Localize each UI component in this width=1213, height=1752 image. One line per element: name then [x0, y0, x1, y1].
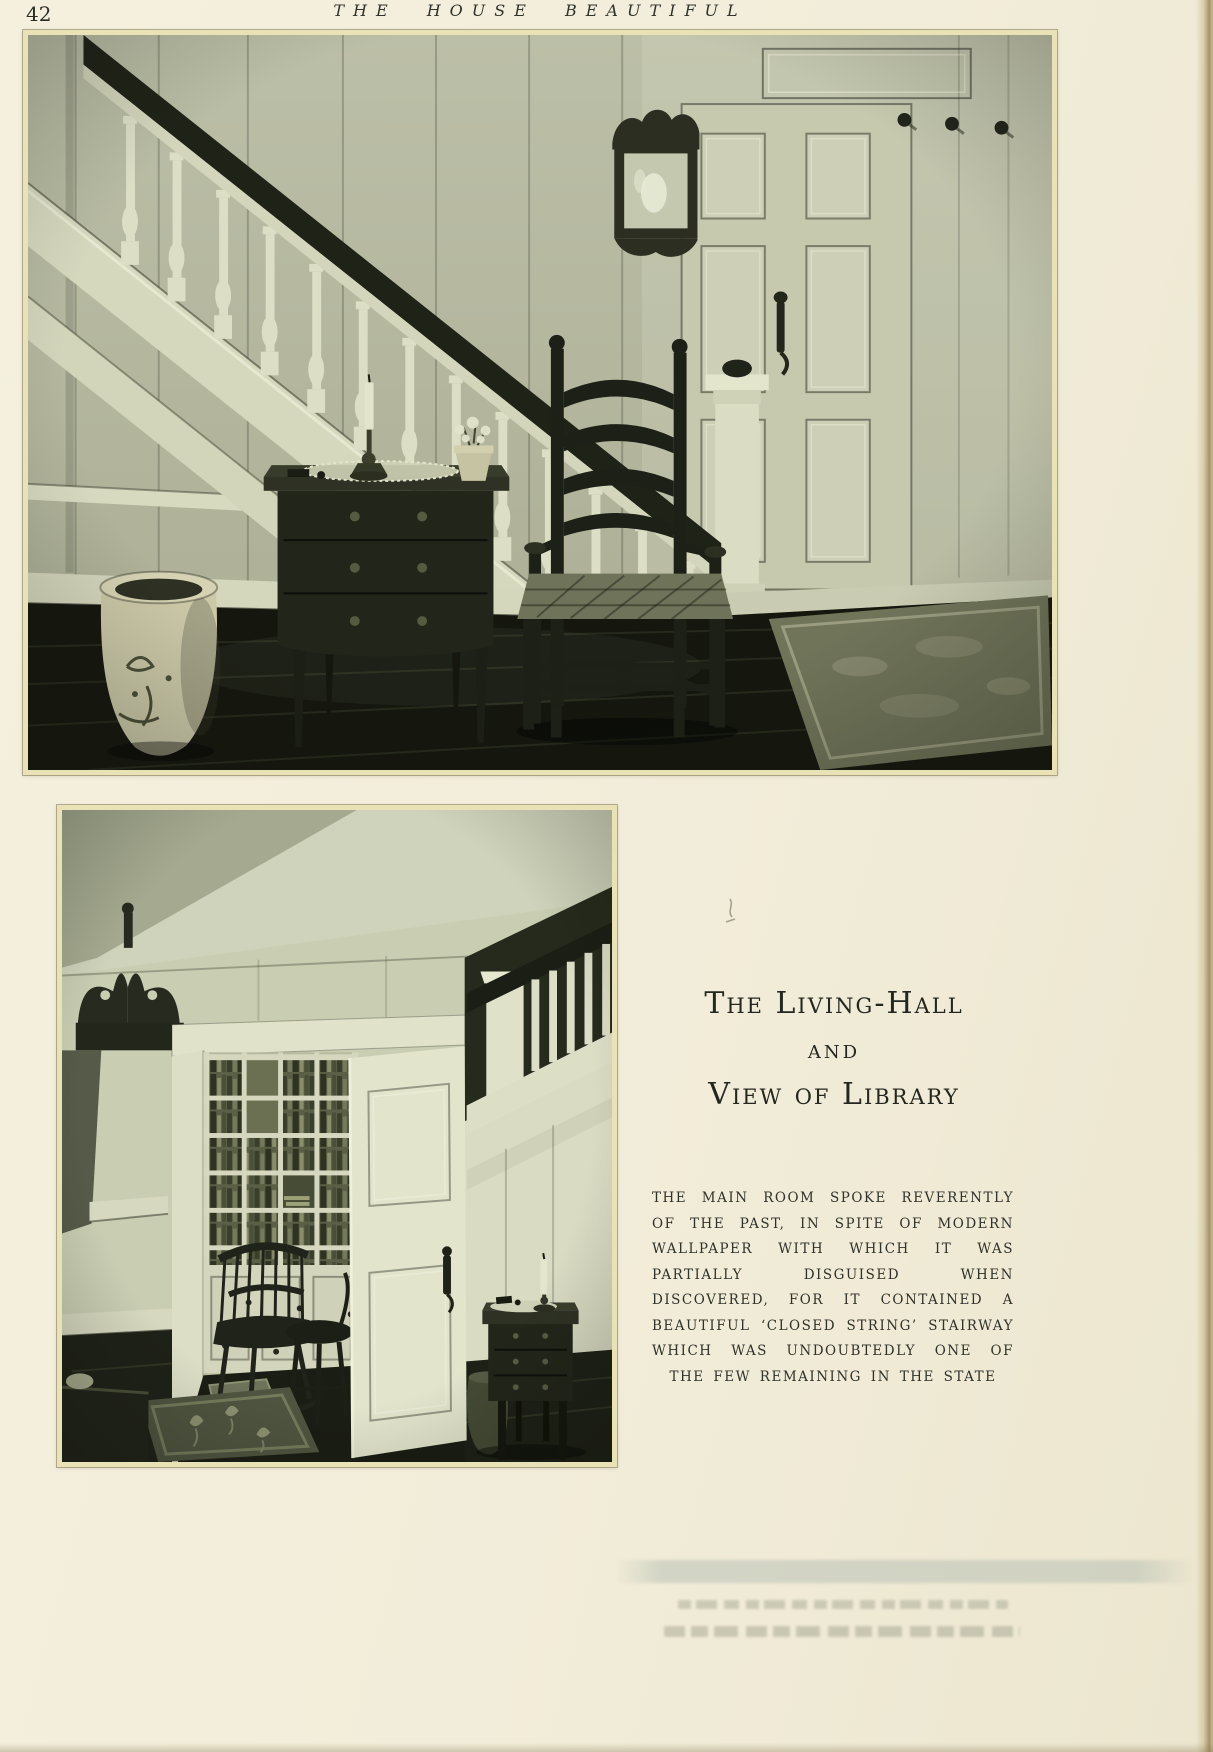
library-view-illustration — [62, 810, 612, 1462]
photo-library-view — [57, 805, 617, 1467]
page-edge-bottom — [0, 1743, 1213, 1752]
photo-living-hall-staircase — [23, 30, 1057, 775]
title-line-3: View of Library — [708, 1076, 960, 1112]
living-hall-illustration — [28, 35, 1052, 770]
running-head: THE HOUSE BEAUTIFUL — [333, 1, 747, 20]
page-number: 42 — [26, 2, 52, 26]
page-edge-right — [1196, 0, 1213, 1752]
page-bleed-band — [615, 1560, 1195, 1583]
title-line-1: The Living-Hall — [704, 986, 964, 1021]
bleed-through-text-line — [664, 1626, 1020, 1637]
photo-caption: THE MAIN ROOM SPOKE REVERENTLY OF THE PAST, IN SPITE OF MODERN WALLPAPER WITH WHICH IT WAS PARTIALLY DISGUISED WHEN DISCOVERED, FOR IT CONTAINED A BEAUTIFUL ‘CLOSED STRING’ STAIRWAY WHICH WAS UNDOUBTEDLY ONE OF THE FEW REMAINING IN THE STATE — [652, 1190, 1014, 1385]
article-title — [648, 988, 1020, 1110]
pencil-mark — [723, 896, 741, 928]
bleed-through-text-line — [678, 1600, 1008, 1609]
title-line-2: and — [807, 1034, 861, 1065]
